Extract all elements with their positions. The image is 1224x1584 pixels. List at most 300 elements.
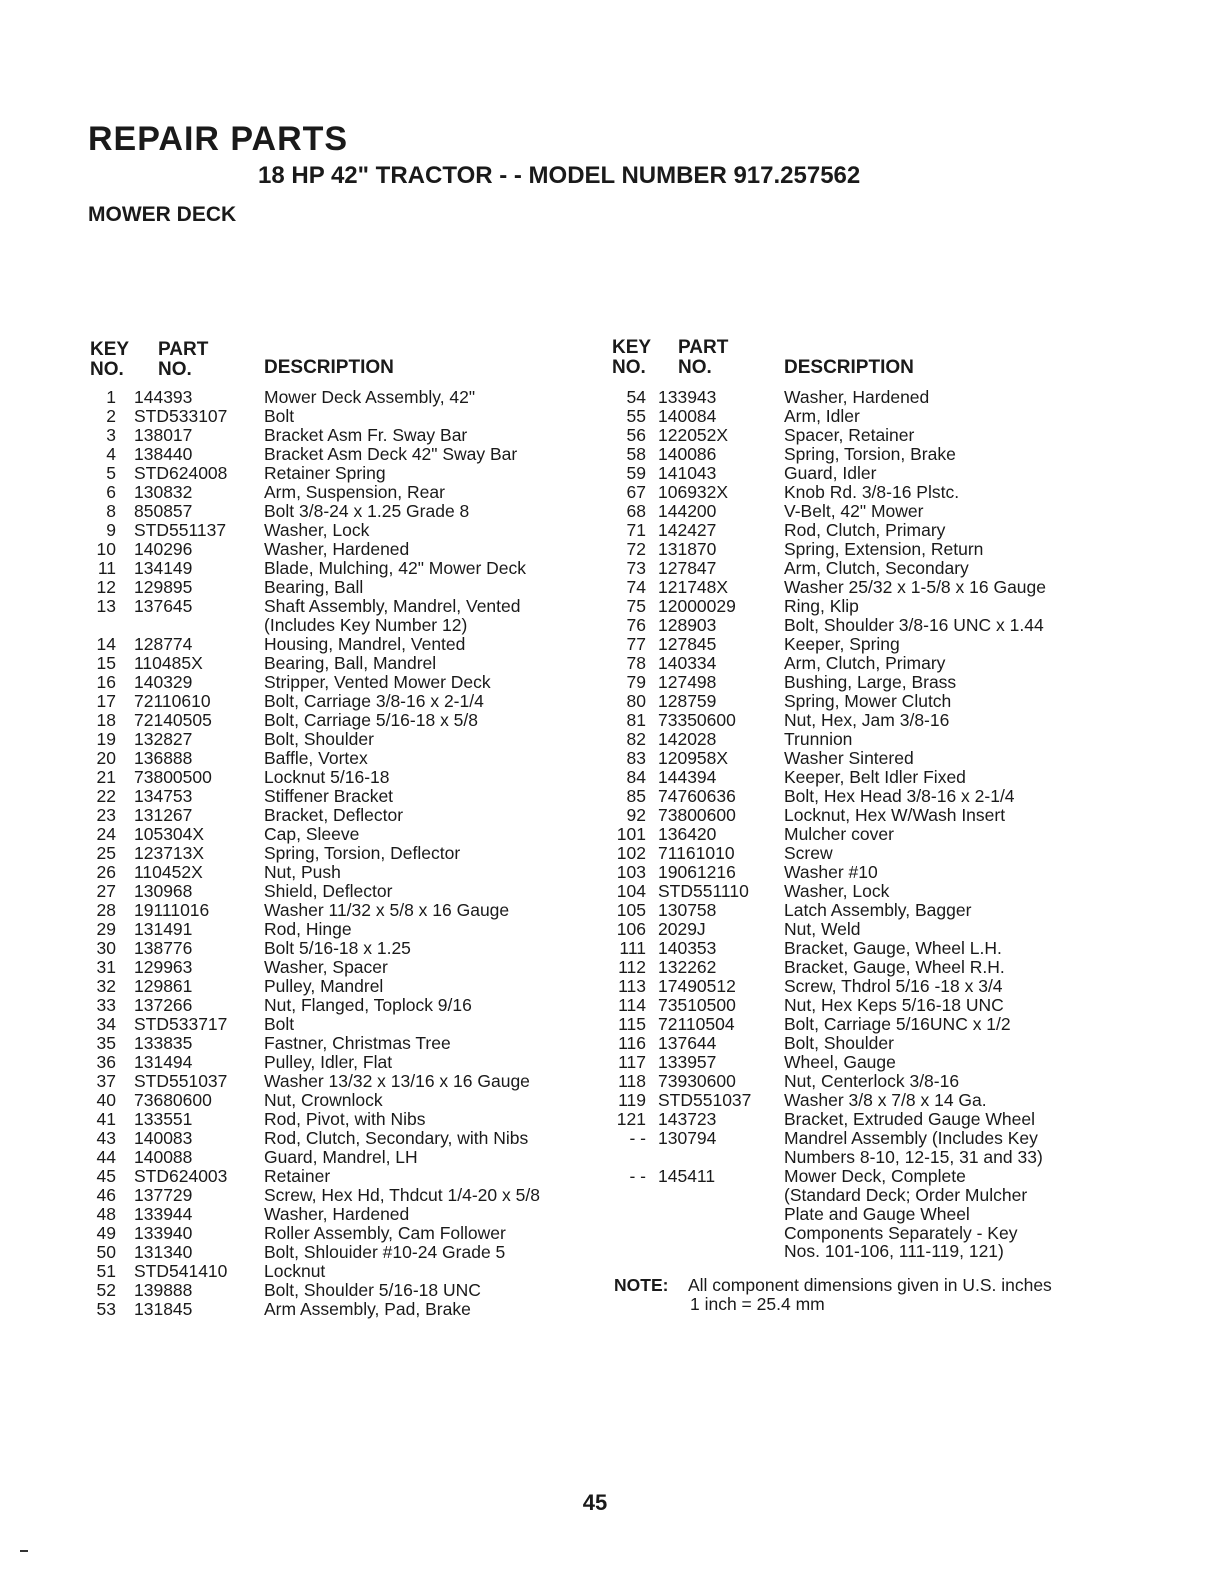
part-number: 72140505 — [134, 709, 212, 730]
part-description: Washer, Hardened — [264, 539, 410, 559]
part-description: Arm, Idler — [784, 406, 860, 426]
part-header-top: PART — [678, 337, 729, 358]
part-number: 133957 — [658, 1052, 717, 1072]
key-header-top: KEY — [90, 339, 130, 360]
key-number: 34 — [96, 1013, 116, 1034]
part-number: 128774 — [134, 633, 193, 654]
part-number: 140086 — [658, 444, 717, 464]
part-number: 128759 — [658, 691, 717, 711]
part-number: 134149 — [134, 558, 193, 578]
table-row — [88, 1034, 588, 1053]
part-number: STD551110 — [658, 881, 749, 901]
table-row — [610, 939, 1110, 958]
part-number: 133551 — [134, 1108, 193, 1129]
table-row — [610, 426, 1110, 445]
table-row — [88, 673, 588, 692]
table-row — [610, 996, 1110, 1015]
table-row — [88, 559, 588, 578]
table-row — [88, 749, 588, 768]
part-description: Washer, Spacer — [264, 956, 388, 977]
key-number: 82 — [626, 729, 646, 749]
table-row — [88, 863, 588, 882]
key-number: 51 — [96, 1260, 116, 1281]
key-number: 67 — [626, 482, 646, 502]
part-description: Washer 25/32 x 1-5/8 x 16 Gauge — [784, 577, 1047, 597]
part-number: 110485X — [134, 652, 203, 673]
key-number: 6 — [106, 482, 116, 502]
table-row — [88, 730, 588, 749]
key-number: 83 — [626, 748, 646, 768]
part-number: 138440 — [134, 444, 193, 464]
key-number: 12 — [96, 577, 116, 597]
table-row — [88, 1072, 588, 1091]
description-header: DESCRIPTION — [784, 357, 914, 378]
table-row — [610, 920, 1110, 939]
part-description: Bolt, Hex Head 3/8-16 x 2-1/4 — [784, 786, 1015, 806]
table-row — [88, 1262, 588, 1281]
part-number: 134753 — [134, 785, 193, 806]
key-number: 49 — [96, 1222, 116, 1243]
page-title: REPAIR PARTS — [88, 120, 349, 158]
table-header — [610, 338, 1110, 382]
part-description: Baffle, Vortex — [264, 747, 368, 768]
part-number: 120958X — [658, 748, 729, 768]
part-number: 144393 — [134, 387, 193, 407]
table-row — [610, 749, 1110, 768]
key-number: 30 — [96, 937, 116, 958]
key-number: 19 — [96, 728, 116, 749]
part-number: 137644 — [658, 1033, 717, 1053]
part-number: 73350600 — [658, 710, 736, 730]
part-description: Ring, Klip — [784, 596, 859, 616]
part-description: Bracket Asm Deck 42" Sway Bar — [264, 444, 518, 464]
table-row — [610, 768, 1110, 787]
table-row — [88, 806, 588, 825]
table-row — [88, 464, 588, 483]
key-number: 9 — [106, 520, 116, 540]
part-number: 71161010 — [658, 843, 735, 863]
part-description: Rod, Clutch, Primary — [784, 520, 946, 540]
part-description: Nut, Crownlock — [264, 1089, 383, 1110]
part-number: 73680600 — [134, 1089, 212, 1110]
key-number: 92 — [626, 805, 646, 825]
part-description: Locknut 5/16-18 — [264, 766, 390, 787]
table-row — [610, 711, 1110, 730]
table-row — [88, 483, 588, 502]
part-number: 130832 — [134, 482, 193, 502]
part-description: Housing, Mandrel, Vented — [264, 633, 466, 654]
table-row — [610, 977, 1110, 996]
table-row — [88, 768, 588, 787]
part-number: 142028 — [658, 729, 717, 749]
part-description: Washer 13/32 x 13/16 x 16 Gauge — [264, 1070, 530, 1091]
part-description: Mower Deck, Complete (Standard Deck; Order Mulcher Plate and Gauge Wheel Components Separately - Key Nos. 101-106, 111-119, 121) — [784, 1165, 1028, 1262]
part-number: 122052X — [658, 425, 729, 445]
key-header-bottom: NO. — [90, 359, 124, 380]
part-number: 72110504 — [658, 1014, 735, 1034]
part-description: Bolt, Shoulder 3/8-16 UNC x 1.44 — [784, 615, 1044, 635]
table-row — [88, 407, 588, 426]
part-description: Guard, Idler — [784, 463, 877, 483]
part-number: 132827 — [134, 728, 193, 749]
table-row — [88, 920, 588, 939]
key-number: 5 — [106, 463, 116, 483]
key-number: 53 — [96, 1298, 116, 1319]
key-number: 37 — [96, 1070, 116, 1091]
part-description: Nut, Flanged, Toplock 9/16 — [264, 994, 472, 1015]
key-number: 112 — [618, 957, 646, 977]
part-description: Bracket Asm Fr. Sway Bar — [264, 425, 468, 445]
key-number: 16 — [96, 671, 116, 692]
part-description: Retainer — [264, 1165, 331, 1186]
key-number: 76 — [626, 615, 646, 635]
key-number: 22 — [96, 785, 116, 806]
key-number: 21 — [96, 766, 116, 787]
part-number: 132262 — [658, 957, 717, 977]
part-number: 72110610 — [134, 690, 211, 711]
key-number: 45 — [96, 1165, 116, 1186]
part-number: 130758 — [658, 900, 717, 920]
table-row — [610, 958, 1110, 977]
part-description: Mandrel Assembly (Includes Key Numbers 8-10, 12-15, 31 and 33) — [784, 1128, 1043, 1167]
part-number: 128903 — [658, 615, 717, 635]
part-description: Screw, Thdrol 5/16 -18 x 3/4 — [784, 976, 1003, 996]
part-number: 140088 — [134, 1146, 193, 1167]
part-number: 138776 — [134, 937, 193, 958]
key-number: 121 — [616, 1109, 646, 1129]
key-header-bottom: NO. — [612, 357, 646, 378]
part-number: 74760636 — [658, 786, 736, 806]
table-row — [88, 578, 588, 597]
part-number: STD624003 — [134, 1165, 228, 1186]
table-row — [610, 901, 1110, 920]
part-number: 131267 — [134, 804, 193, 825]
key-number: 118 — [618, 1071, 646, 1091]
part-number: 140353 — [658, 938, 717, 958]
key-number: 43 — [96, 1127, 116, 1148]
key-number: 78 — [626, 653, 646, 673]
part-description: Bolt — [264, 1013, 295, 1034]
part-description: Bracket, Deflector — [264, 804, 404, 825]
part-number: 131494 — [134, 1051, 193, 1072]
key-number: 117 — [618, 1052, 646, 1072]
part-number: 19111016 — [134, 899, 210, 920]
table-row — [88, 1281, 588, 1300]
part-description: Arm, Clutch, Secondary — [784, 558, 969, 578]
part-number: 131340 — [134, 1241, 193, 1262]
table-row — [610, 654, 1110, 673]
part-number: STD551037 — [134, 1070, 228, 1091]
part-description: Stiffener Bracket — [264, 785, 394, 806]
key-number: 119 — [618, 1090, 646, 1110]
part-number: 127845 — [658, 634, 717, 654]
part-number: 143723 — [658, 1109, 717, 1129]
part-number: 138017 — [134, 425, 193, 445]
table-row — [610, 635, 1110, 654]
part-description: Bolt, Carriage 5/16-18 x 5/8 — [264, 709, 479, 730]
key-number: 81 — [626, 710, 646, 730]
part-description: Shield, Deflector — [264, 880, 393, 901]
key-number: 113 — [618, 976, 646, 996]
part-number: 142427 — [658, 520, 717, 540]
part-description: Arm Assembly, Pad, Brake — [264, 1298, 471, 1319]
part-description: Wheel, Gauge — [784, 1052, 896, 1072]
part-description: Washer Sintered — [784, 748, 914, 768]
key-number: 85 — [626, 786, 646, 806]
description-header: DESCRIPTION — [264, 357, 394, 378]
part-description: Bolt — [264, 406, 295, 426]
part-description: Stripper, Vented Mower Deck — [264, 671, 491, 692]
part-description: Retainer Spring — [264, 463, 386, 483]
table-row — [88, 1110, 588, 1129]
part-header-bottom: NO. — [158, 359, 192, 380]
key-number: 27 — [96, 880, 116, 901]
part-number: 131845 — [134, 1298, 193, 1319]
table-row — [88, 711, 588, 730]
part-number: 137645 — [134, 596, 193, 616]
model-subtitle: 18 HP 42" TRACTOR - - MODEL NUMBER 917.257562 — [258, 162, 861, 189]
part-description: Shaft Assembly, Mandrel, Vented (Includes Key Number 12) — [264, 596, 521, 635]
key-number: 111 — [619, 938, 646, 958]
key-number: 1 — [106, 387, 116, 407]
part-description: Mulcher cover — [784, 824, 894, 844]
part-description: Nut, Weld — [784, 919, 861, 939]
part-description: Rod, Clutch, Secondary, with Nibs — [264, 1127, 529, 1148]
part-number: 127847 — [658, 558, 717, 578]
key-number: 104 — [616, 881, 646, 901]
part-description: Washer, Hardened — [784, 387, 930, 407]
table-row — [88, 1186, 588, 1205]
part-description: Bracket, Extruded Gauge Wheel — [784, 1109, 1035, 1129]
part-description: Screw, Hex Hd, Thdcut 1/4-20 x 5/8 — [264, 1184, 540, 1205]
key-number: 18 — [96, 709, 116, 730]
part-number: 133835 — [134, 1032, 193, 1053]
part-number: STD551137 — [134, 520, 227, 540]
key-number: 68 — [626, 501, 646, 521]
part-number: 141043 — [658, 463, 717, 483]
table-row — [88, 825, 588, 844]
table-row — [88, 635, 588, 654]
key-number: 74 — [626, 577, 646, 597]
part-number: 73800600 — [658, 805, 736, 825]
key-number: 40 — [96, 1089, 116, 1110]
table-row — [88, 1053, 588, 1072]
part-number: 130968 — [134, 880, 193, 901]
table-row — [88, 597, 588, 635]
part-header-bottom: NO. — [678, 357, 712, 378]
parts-list-right — [610, 388, 1110, 1261]
key-number: 41 — [96, 1108, 116, 1129]
table-row — [610, 863, 1110, 882]
part-number: 73510500 — [658, 995, 736, 1015]
table-row — [88, 1148, 588, 1167]
key-number: - - — [629, 1128, 646, 1148]
key-number: 52 — [96, 1279, 116, 1300]
table-row — [88, 654, 588, 673]
part-number: 129895 — [134, 577, 193, 597]
key-number: 31 — [96, 956, 116, 977]
part-description: Bracket, Gauge, Wheel L.H. — [784, 938, 1002, 958]
part-description: Pulley, Idler, Flat — [264, 1051, 393, 1072]
part-description: Bolt 5/16-18 x 1.25 — [264, 937, 411, 958]
part-description: V-Belt, 42" Mower — [784, 501, 924, 521]
parts-table-right — [610, 338, 1110, 1261]
part-number: 106932X — [658, 482, 729, 502]
table-row — [610, 1053, 1110, 1072]
table-row — [88, 1167, 588, 1186]
table-row — [88, 540, 588, 559]
table-row — [88, 445, 588, 464]
part-number: 2029J — [658, 919, 706, 939]
table-row — [610, 1034, 1110, 1053]
table-header — [88, 338, 588, 382]
table-row — [610, 787, 1110, 806]
part-description: Nut, Hex, Jam 3/8-16 — [784, 710, 950, 730]
key-number: 10 — [96, 539, 116, 559]
part-number: 136420 — [658, 824, 717, 844]
key-number: 2 — [106, 406, 116, 426]
part-number: 145411 — [658, 1165, 716, 1186]
part-description: Bushing, Large, Brass — [784, 672, 957, 692]
part-number: 121748X — [658, 577, 729, 597]
key-number: 115 — [618, 1014, 646, 1034]
table-row — [88, 1129, 588, 1148]
key-header-top: KEY — [612, 337, 652, 358]
table-row — [88, 1205, 588, 1224]
key-number: 32 — [96, 975, 116, 996]
key-number: 116 — [618, 1033, 646, 1053]
part-number: 133943 — [658, 387, 717, 407]
part-header-top: PART — [158, 339, 209, 360]
key-number: 13 — [96, 596, 116, 616]
part-description: Locknut — [264, 1260, 326, 1281]
table-row — [610, 806, 1110, 825]
part-number: STD541410 — [134, 1260, 228, 1281]
part-description: Blade, Mulching, 42" Mower Deck — [264, 558, 527, 578]
key-number: 105 — [616, 900, 646, 920]
table-row — [88, 1300, 588, 1319]
table-row — [610, 1129, 1110, 1167]
table-row — [610, 1091, 1110, 1110]
part-number: 105304X — [134, 823, 205, 844]
key-number: 59 — [626, 463, 646, 483]
table-row — [610, 825, 1110, 844]
table-row — [610, 616, 1110, 635]
key-number: 75 — [626, 596, 646, 616]
table-row — [610, 673, 1110, 692]
part-description: Knob Rd. 3/8-16 Plstc. — [784, 482, 960, 502]
key-number: 3 — [106, 425, 116, 445]
table-row — [610, 464, 1110, 483]
key-number: 28 — [96, 899, 116, 920]
table-row — [610, 882, 1110, 901]
part-number: 140334 — [658, 653, 717, 673]
table-row — [88, 939, 588, 958]
key-number: 46 — [96, 1184, 116, 1205]
note-line-2: 1 inch = 25.4 mm — [690, 1294, 825, 1314]
part-description: Bolt, Shoulder — [784, 1033, 894, 1053]
key-number: 11 — [97, 558, 116, 578]
part-number: 19061216 — [658, 862, 736, 882]
key-number: 24 — [96, 823, 116, 844]
table-row — [88, 901, 588, 920]
key-number: 71 — [626, 520, 646, 540]
table-row — [610, 597, 1110, 616]
part-number: 129963 — [134, 956, 193, 977]
table-row — [88, 977, 588, 996]
part-description: Bolt, Carriage 5/16UNC x 1/2 — [784, 1014, 1011, 1034]
part-description: Guard, Mandrel, LH — [264, 1146, 418, 1167]
part-number: 17490512 — [658, 976, 736, 996]
part-description: Bracket, Gauge, Wheel R.H. — [784, 957, 1005, 977]
part-description: Roller Assembly, Cam Follower — [264, 1222, 506, 1243]
part-description: Keeper, Spring — [784, 634, 900, 654]
table-row — [88, 1015, 588, 1034]
key-number: 58 — [626, 444, 646, 464]
key-number: 84 — [626, 767, 646, 787]
part-number: 140296 — [134, 539, 193, 559]
part-description: Bolt 3/8-24 x 1.25 Grade 8 — [264, 501, 470, 521]
part-description: Bolt, Carriage 3/8-16 x 2-1/4 — [264, 690, 484, 711]
table-row — [88, 692, 588, 711]
part-description: Arm, Clutch, Primary — [784, 653, 946, 673]
part-description: Bolt, Shlouider #10-24 Grade 5 — [264, 1241, 506, 1262]
table-row — [610, 559, 1110, 578]
part-description: Nut, Centerlock 3/8-16 — [784, 1071, 960, 1091]
key-number: 50 — [96, 1241, 116, 1262]
key-number: 73 — [626, 558, 646, 578]
table-row — [610, 1167, 1110, 1262]
part-description: Spacer, Retainer — [784, 425, 915, 445]
part-description: Latch Assembly, Bagger — [784, 900, 972, 920]
part-number: 131491 — [134, 918, 193, 939]
table-row — [610, 578, 1110, 597]
part-number: 133940 — [134, 1222, 193, 1243]
part-description: Bolt, Shoulder 5/16-18 UNC — [264, 1279, 481, 1300]
part-number: 73930600 — [658, 1071, 736, 1091]
key-number: 55 — [626, 406, 646, 426]
key-number: 102 — [616, 843, 646, 863]
key-number: 8 — [106, 501, 116, 521]
part-number: 140329 — [134, 671, 193, 692]
key-number: 15 — [96, 652, 116, 673]
key-number: 80 — [626, 691, 646, 711]
part-description: Washer 3/8 x 7/8 x 14 Ga. — [784, 1090, 987, 1110]
table-row — [610, 540, 1110, 559]
part-number: 131870 — [658, 539, 717, 559]
part-description: Washer #10 — [784, 862, 878, 882]
part-description: Locknut, Hex W/Wash Insert — [784, 805, 1006, 825]
table-row — [88, 388, 588, 407]
key-number: 114 — [618, 995, 646, 1015]
part-description: Washer 11/32 x 5/8 x 16 Gauge — [264, 899, 510, 920]
key-number: 36 — [96, 1051, 116, 1072]
table-row — [610, 1110, 1110, 1129]
table-row — [88, 502, 588, 521]
part-number: STD533107 — [134, 406, 228, 426]
page-number: 45 — [582, 1490, 608, 1515]
key-number: 101 — [616, 824, 646, 844]
part-description: Rod, Hinge — [264, 918, 352, 939]
part-description: Spring, Extension, Return — [784, 539, 984, 559]
part-number: 127498 — [658, 672, 717, 692]
section-title: MOWER DECK — [88, 203, 237, 226]
parts-table-left — [88, 338, 588, 1319]
table-row — [88, 1224, 588, 1243]
part-number: 73800500 — [134, 766, 212, 787]
part-number: 140083 — [134, 1127, 193, 1148]
key-number: 14 — [96, 633, 116, 654]
